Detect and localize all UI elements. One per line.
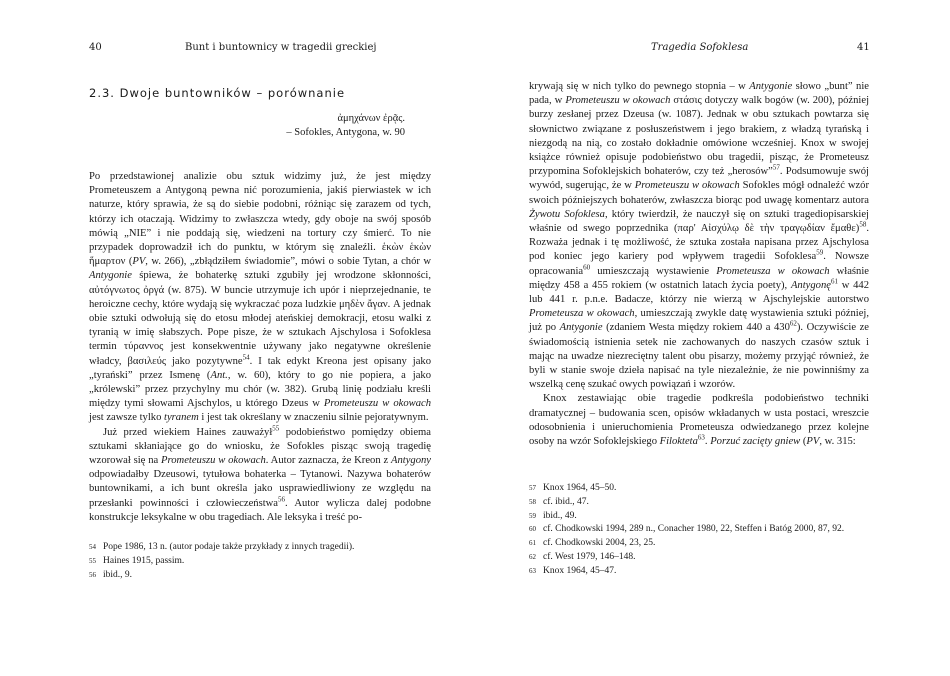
page-number-left: 40 (89, 42, 102, 53)
footnote: 58 cf. ibid., 47. (529, 496, 589, 507)
footnote: 54 Pope 1986, 13 n. (autor podaje także przykłady z innych tragedii). (89, 542, 355, 552)
footnote: 55 Haines 1915, passim. (89, 555, 185, 566)
footnote: 59 ibid., 49. (529, 510, 577, 521)
right-page (475, 0, 950, 676)
page-number-right: 41 (857, 42, 870, 53)
right-body-text (529, 80, 869, 449)
footnote: 56 ibid., 9. (89, 569, 133, 580)
paragraph: Knox zestawiając obie tragedie podkreśla podobieństwo techniki dramatycznej – budowania scen, opisów wkładanych w usta postaci, wreszcie odosobnienia i unieruchomienia Prometeusza odwiedzanego przez kolejne osoby na wzór Sofoklejskiego Filokteta$^{63}$. Porzuć zacięty gniew (PV, w. 315: (529, 393, 869, 448)
paragraph: Po przedstawionej analizie obu sztuk widzimy już, że jest między Prometeuszem a Antygoną pewna nić porozumienia, jakiś pierwiastek w ich naturze, który sprawia, że są do siebie podobni, różniąc się zarazem od tych, którzy ich otaczają. Widzimy to zwłaszcza wtedy, gdy oboje na swój sposób mówią „NIE” i nie poddają się, wiedzeni na tortury czy śmierć. To nie przypadek doprowadził ich do punktu, w którym się znaleźli. ἑκὼν ἑκὼν ἥμαρτον (PV, w. 266), „zbłądziłem świadomie”, mówi o sobie Tytan, a chór w Antygonie śpiewa, że bohaterkę sztuki zgubiły jej wrodzone skłonności, αὐτόγνωτος ὀργά (w. 875). W buncie utrzymuje ich upór i nieprzejednanie, te heroiczne cechy, które wydają się wykraczać poza ludzkie μηδὲν ἄγαν. A jednak obie sztuki odwołują się do etosu młodej ateńskiej demokracji, etosu walki z tyranią w imię słabszych. Pope pisze, że w sztukach Ajschylosa i Sofoklesa termin τύραννος jest konsekwentnie używany jako negatywne określenie władcy, βασιλεύς jako pozytywne$^{54}$. I tak edykt Kreona jest opisany jako „tyrański” przez Ismenę (Ant., w. 60), który to go nie popiera, a jako „królewski” przez przychylny mu chór (w. 382). Grubą linię podziału kreśli między tymi słowami Ajschylos, u którego Dzeus w Prometeuszu w okowach jest zawsze tylko tyranem i jest tak określany w znaczeniu silnie pejoratywnym. (89, 171, 432, 424)
footnote: 61 cf. Chodkowski 2004, 23, 25. (529, 538, 656, 549)
paragraph: Już przed wiekiem Haines zauważył$^{55}$ podobieństwo pomiędzy obiema sztukami skłaniające go do wniosku, że Sofokles pisząc swoją tragedię wzorował się na Prometeuszu w okowach. Autor zaznacza, że Kreon z Antygony odpowiadałby Dzeusowi, tytułowa bohaterka – Tytanowi. Nazywa bohaterów buntownikami, a ich bunt określa jako usprawiedliwiony ze względu na przesłanki powinności i człowieczeństwa$^{56}$. Autor wylicza dalej podobne konstrukcje leksykalne w obu tragediach. Ale leksyka i treść po- (89, 424, 432, 523)
paragraph: krywają się w nich tylko do pewnego stopnia – w Antygonie słowo „bunt” nie pada, w Prometeuszu w okowach στάσις dotyczy walk bogów (w. 200), później burzy zesłanej przez Dzeusa (w. 1087). Jednak w obu sztukach powtarza się słownictwo związane z posłuszeństwem i jego brakiem, z władzą tyrańską i niezgodą na nią, co zostało dokładnie omówione wcześniej. Knox w swojej książce również opisuje podobieństwo obu tragedii, pisząc, że Prometeusz przypomina Sofoklejskich bohaterów, czy też „herosów”$^{57}$. Podsumowuje swój wywód, sugerując, że w Prometeuszu w okowach Sofokles mógł odnaleźć wzór swoich późniejszych bohaterów, zwłaszcza biorąc pod uwagę komentarz autora Żywotu Sofoklesa, który twierdził, że nauczył się on sztuki tragediopisarskiej właśnie od swego poprzednika (παρ' Αἰσχύλῳ δὲ τὴν τραγῳδίαν ἔμαθε)$^{58}$. Rozważa jednak i tę możliwość, że sztuka została napisana przez Ajschylosa pod koniec jego kariery pod wpływem tragedii Sofoklesa$^{59}$. Nowsze opracowania$^{60}$ umieszczają wystawienie Prometeusza w okowach właśnie między 458 a 455 rokiem (w ostatnich latach życia poety), Antygonę$^{61}$ w 442 lub 441 r. p.n.e. Badacze, którzy nie wierzą w Ajschylejskie autorstwo Prometeusza w okowach, umieszczają zwykle datę wystawienia sztuki później, już po Antygonie (zdaniem Westa między rokiem 440 a $430^{62}$). Oczywiście ze świadomością istnienia setek nie zachowanych do naszych czasów sztuk i mając na uwadze niezreciętny talent obu pisarzy, możemy przyjąć również, że byli w stanie swoje dzieła napisać na tyle niezależnie, że nie powinniśmy za wszelką cenę szukać owych powiązań i wzorów. (529, 81, 870, 391)
footnote: 62 cf. West 1979, 146–148. (529, 551, 636, 562)
running-head-right: Tragedia Sofoklesa (651, 42, 749, 53)
epigraph (286, 112, 405, 140)
left-footnotes (89, 541, 431, 582)
right-footnotes (529, 482, 869, 579)
footnote: 60 cf. Chodkowski 1994, 289 n., Conacher 1980, 22, Steffen i Batóg 2000, 87, 92. (529, 524, 845, 535)
section-title: 2.3. Dwoje buntowników – porównanie (89, 86, 346, 100)
left-body-text (89, 170, 431, 525)
footnote: 63 Knox 1964, 45–47. (529, 565, 617, 576)
epigraph-greek: ἀμηχάνων ἐρᾷς. (337, 113, 405, 124)
epigraph-source: – Sofokles, Antygona, w. 90 (286, 127, 405, 138)
running-head-left: Bunt i buntownicy w tragedii greckiej (185, 42, 377, 53)
footnote: 57 Knox 1964, 45–50. (529, 483, 617, 493)
